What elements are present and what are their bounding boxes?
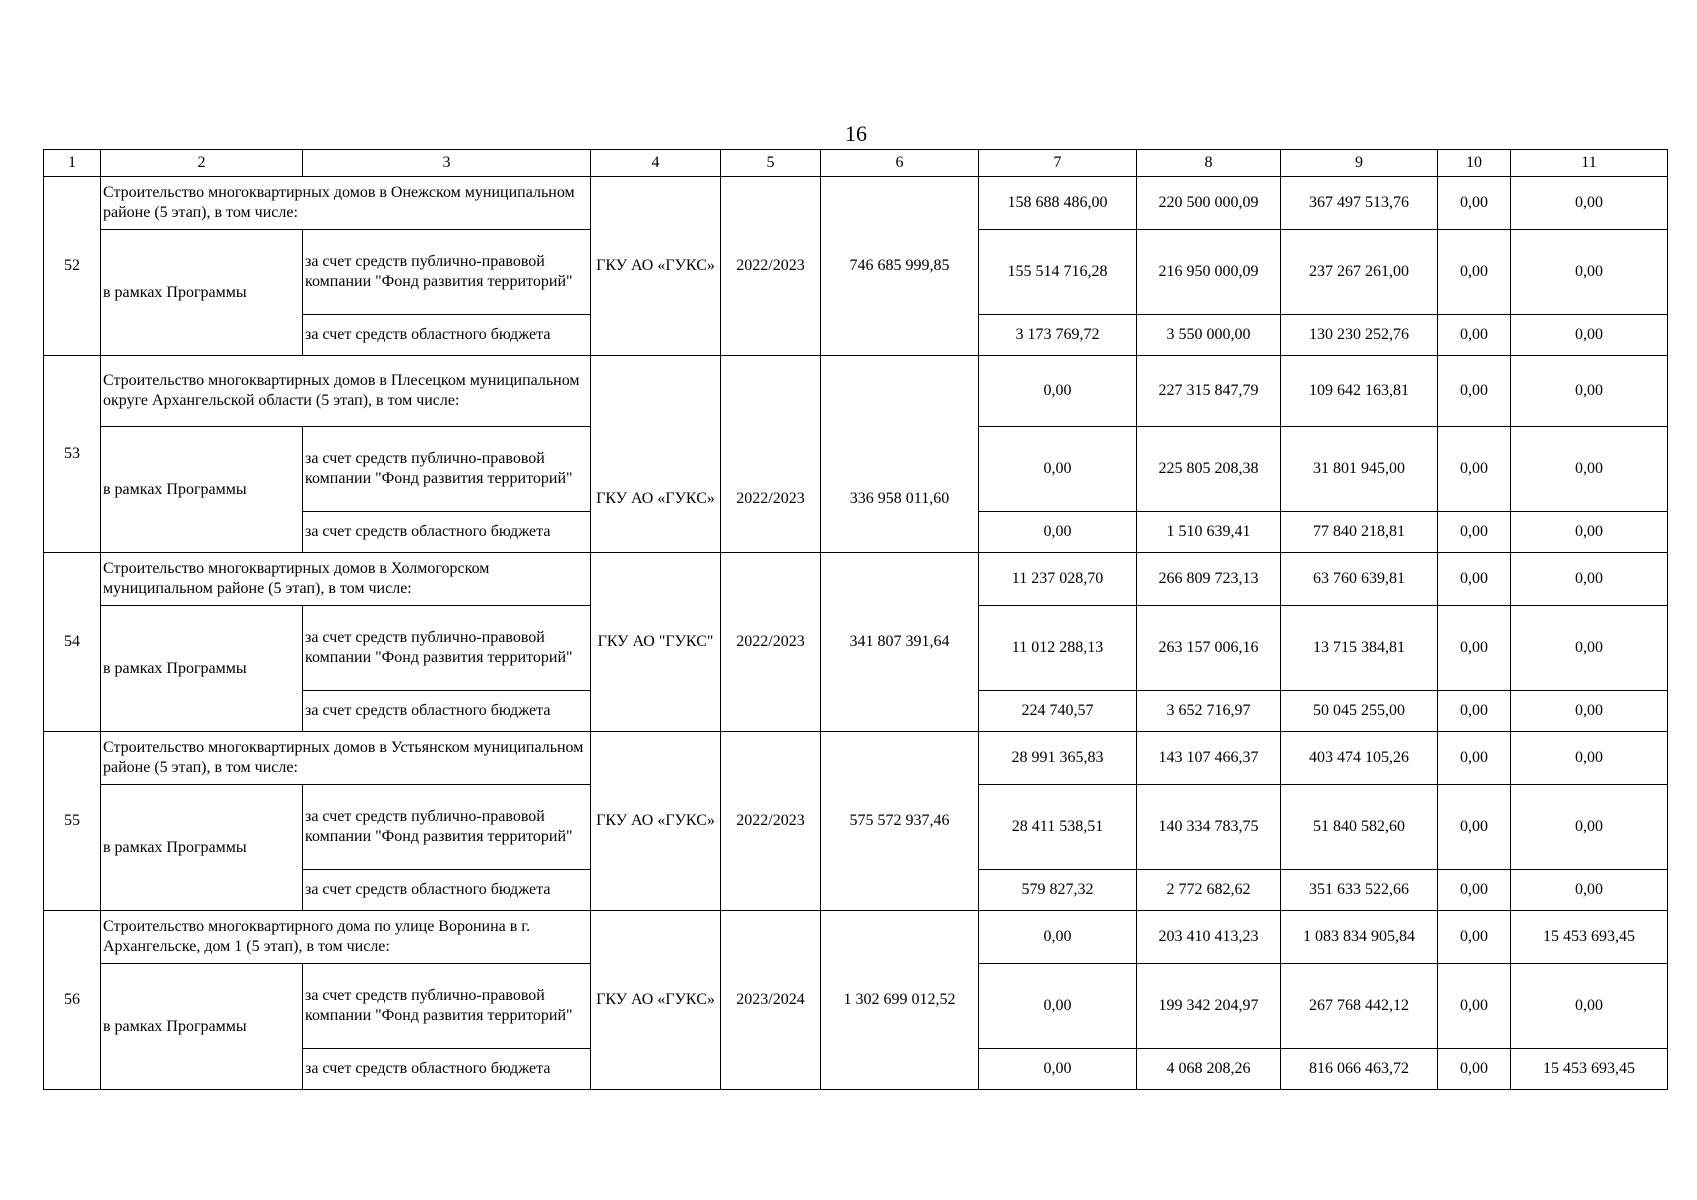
value-cell: 140 334 783,75	[1137, 785, 1281, 870]
value-cell: 0,00	[1511, 177, 1668, 230]
value-cell: 0,00	[1438, 230, 1511, 315]
value-cell: 0,00	[1511, 512, 1668, 553]
total-cost-cell: 575 572 937,46	[821, 732, 979, 911]
value-cell: 2 772 682,62	[1137, 870, 1281, 911]
value-cell: 28 991 365,83	[979, 732, 1137, 785]
header-cell: 9	[1281, 150, 1438, 177]
value-cell: 0,00	[1511, 785, 1668, 870]
value-cell: 0,00	[1511, 964, 1668, 1049]
header-cell: 3	[303, 150, 591, 177]
value-cell: 237 267 261,00	[1281, 230, 1438, 315]
value-cell: 0,00	[1511, 553, 1668, 606]
value-cell: 28 411 538,51	[979, 785, 1137, 870]
table-row	[44, 911, 1668, 964]
program-label: в рамках Программы	[101, 230, 303, 356]
value-cell: 143 107 466,37	[1137, 732, 1281, 785]
program-label: в рамках Программы	[101, 606, 303, 732]
value-cell: 13 715 384,81	[1281, 606, 1438, 691]
value-cell: 224 740,57	[979, 691, 1137, 732]
object-title: Строительство многоквартирного дома по улице Воронина в г. Архангельске, дом 1 (5 этап), в том числе:	[101, 911, 591, 964]
customer-cell: ГКУ АО «ГУКС»	[591, 356, 721, 553]
value-cell: 155 514 716,28	[979, 230, 1137, 315]
value-cell: 130 230 252,76	[1281, 315, 1438, 356]
value-cell: 203 410 413,23	[1137, 911, 1281, 964]
value-cell: 0,00	[979, 427, 1137, 512]
row-number: 52	[44, 177, 101, 356]
header-cell: 10	[1438, 150, 1511, 177]
value-cell: 15 453 693,45	[1511, 1049, 1668, 1090]
value-cell: 579 827,32	[979, 870, 1137, 911]
value-cell: 0,00	[1511, 691, 1668, 732]
value-cell: 0,00	[1511, 315, 1668, 356]
value-cell: 816 066 463,72	[1281, 1049, 1438, 1090]
value-cell: 227 315 847,79	[1137, 356, 1281, 427]
value-cell: 0,00	[1438, 606, 1511, 691]
table-row	[44, 356, 1668, 427]
header-cell: 6	[821, 150, 979, 177]
value-cell: 0,00	[1438, 177, 1511, 230]
value-cell: 367 497 513,76	[1281, 177, 1438, 230]
value-cell: 0,00	[1438, 315, 1511, 356]
value-cell: 50 045 255,00	[1281, 691, 1438, 732]
value-cell: 0,00	[1511, 230, 1668, 315]
row-number: 53	[44, 356, 101, 553]
header-row	[44, 150, 1668, 177]
value-cell: 263 157 006,16	[1137, 606, 1281, 691]
table-row	[44, 553, 1668, 606]
object-title: Строительство многоквартирных домов в Холмогорском муниципальном районе (5 этап), в том числе:	[101, 553, 591, 606]
value-cell: 199 342 204,97	[1137, 964, 1281, 1049]
value-cell: 216 950 000,09	[1137, 230, 1281, 315]
total-cost-cell: 1 302 699 012,52	[821, 911, 979, 1090]
value-cell: 0,00	[1438, 911, 1511, 964]
value-cell: 31 801 945,00	[1281, 427, 1438, 512]
row-number: 55	[44, 732, 101, 911]
header-cell: 7	[979, 150, 1137, 177]
object-title: Строительство многоквартирных домов в Устьянском муниципальном районе (5 этап), в том числе:	[101, 732, 591, 785]
customer-cell: ГКУ АО «ГУКС»	[591, 732, 721, 911]
value-cell: 109 642 163,81	[1281, 356, 1438, 427]
funding-source-label: за счет средств публично-правовой компании "Фонд развития территорий"	[303, 230, 591, 315]
value-cell: 4 068 208,26	[1137, 1049, 1281, 1090]
value-cell: 0,00	[1511, 356, 1668, 427]
value-cell: 51 840 582,60	[1281, 785, 1438, 870]
value-cell: 0,00	[1438, 356, 1511, 427]
header-cell: 2	[101, 150, 303, 177]
value-cell: 0,00	[1511, 732, 1668, 785]
value-cell: 0,00	[979, 356, 1137, 427]
value-cell: 3 173 769,72	[979, 315, 1137, 356]
value-cell: 0,00	[1438, 691, 1511, 732]
period-cell: 2022/2023	[721, 177, 821, 356]
header-cell: 5	[721, 150, 821, 177]
funding-source-label: за счет средств публично-правовой компании "Фонд развития территорий"	[303, 964, 591, 1049]
value-cell: 403 474 105,26	[1281, 732, 1438, 785]
value-cell: 11 012 288,13	[979, 606, 1137, 691]
value-cell: 3 550 000,00	[1137, 315, 1281, 356]
page-number: 16	[845, 121, 867, 146]
header-cell: 8	[1137, 150, 1281, 177]
funding-source-label: за счет средств областного бюджета	[303, 1049, 591, 1090]
value-cell: 1 510 639,41	[1137, 512, 1281, 553]
total-cost-cell: 336 958 011,60	[821, 356, 979, 553]
value-cell: 0,00	[1438, 870, 1511, 911]
value-cell: 0,00	[1438, 1049, 1511, 1090]
value-cell: 0,00	[1511, 606, 1668, 691]
value-cell: 0,00	[1438, 785, 1511, 870]
header-cell: 4	[591, 150, 721, 177]
value-cell: 0,00	[1438, 964, 1511, 1049]
header-cell: 1	[44, 150, 101, 177]
funding-source-label: за счет средств областного бюджета	[303, 691, 591, 732]
object-title: Строительство многоквартирных домов в Онежском муниципальном районе (5 этап), в том числе:	[101, 177, 591, 230]
value-cell: 0,00	[1438, 427, 1511, 512]
total-cost-cell: 341 807 391,64	[821, 553, 979, 732]
funding-source-label: за счет средств публично-правовой компании "Фонд развития территорий"	[303, 606, 591, 691]
period-cell: 2023/2024	[721, 911, 821, 1090]
total-cost-cell: 746 685 999,85	[821, 177, 979, 356]
funding-source-label: за счет средств публично-правовой компании "Фонд развития территорий"	[303, 785, 591, 870]
value-cell: 267 768 442,12	[1281, 964, 1438, 1049]
value-cell: 266 809 723,13	[1137, 553, 1281, 606]
customer-cell: ГКУ АО «ГУКС»	[591, 911, 721, 1090]
customer-cell: ГКУ АО «ГУКС»	[591, 177, 721, 356]
value-cell: 351 633 522,66	[1281, 870, 1438, 911]
period-cell: 2022/2023	[721, 553, 821, 732]
customer-cell: ГКУ АО "ГУКС"	[591, 553, 721, 732]
value-cell: 0,00	[979, 964, 1137, 1049]
value-cell: 0,00	[1438, 553, 1511, 606]
budget-table	[43, 149, 1668, 1090]
row-number: 54	[44, 553, 101, 732]
value-cell: 63 760 639,81	[1281, 553, 1438, 606]
program-label: в рамках Программы	[101, 964, 303, 1090]
program-label: в рамках Программы	[101, 427, 303, 553]
header-cell: 11	[1511, 150, 1668, 177]
funding-source-label: за счет средств областного бюджета	[303, 315, 591, 356]
value-cell: 225 805 208,38	[1137, 427, 1281, 512]
funding-source-label: за счет средств областного бюджета	[303, 512, 591, 553]
value-cell: 0,00	[1511, 427, 1668, 512]
value-cell: 11 237 028,70	[979, 553, 1137, 606]
value-cell: 0,00	[1438, 512, 1511, 553]
table-row	[44, 177, 1668, 230]
value-cell: 0,00	[1438, 732, 1511, 785]
value-cell: 3 652 716,97	[1137, 691, 1281, 732]
object-title: Строительство многоквартирных домов в Плесецком муниципальном округе Архангельской области (5 этап), в том числе:	[101, 356, 591, 427]
table-row	[44, 732, 1668, 785]
value-cell: 0,00	[979, 512, 1137, 553]
value-cell: 15 453 693,45	[1511, 911, 1668, 964]
value-cell: 220 500 000,09	[1137, 177, 1281, 230]
period-cell: 2022/2023	[721, 732, 821, 911]
value-cell: 0,00	[979, 911, 1137, 964]
row-number: 56	[44, 911, 101, 1090]
value-cell: 0,00	[979, 1049, 1137, 1090]
funding-source-label: за счет средств публично-правовой компании "Фонд развития территорий"	[303, 427, 591, 512]
value-cell: 1 083 834 905,84	[1281, 911, 1438, 964]
funding-source-label: за счет средств областного бюджета	[303, 870, 591, 911]
value-cell: 0,00	[1511, 870, 1668, 911]
value-cell: 158 688 486,00	[979, 177, 1137, 230]
program-label: в рамках Программы	[101, 785, 303, 911]
period-cell: 2022/2023	[721, 356, 821, 553]
value-cell: 77 840 218,81	[1281, 512, 1438, 553]
